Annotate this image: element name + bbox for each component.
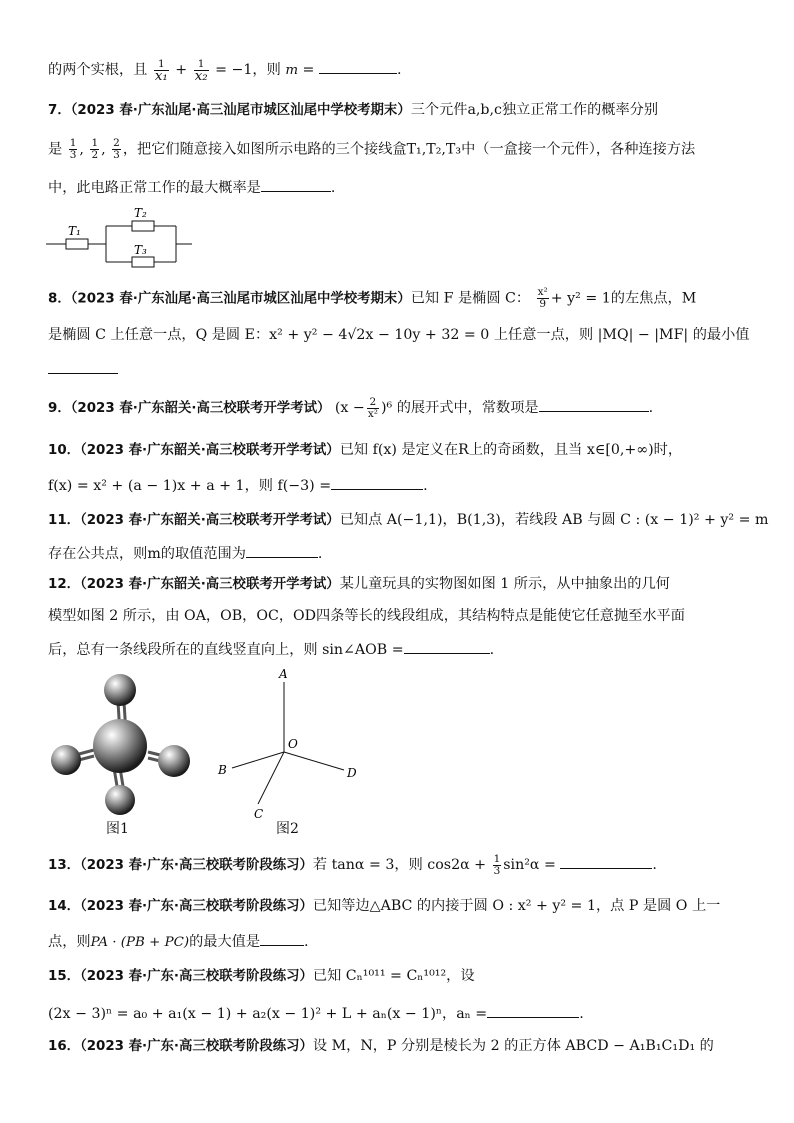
toy-ball-right [158, 745, 190, 777]
q8-line-2: 是椭圆 C 上任意一点，Q 是圆 E：x² + y² − 4√2x − 10y + 32 = 0 上任意一点，则 |MQ| − |MF| 的最小值 [48, 327, 750, 343]
question-source: （2023 春·广东汕尾·高三汕尾市城区汕尾中学校考期末） [70, 291, 411, 307]
q11-line-2: 存在公共点，则m的取值范围为 . [48, 542, 754, 564]
answer-blank [560, 853, 652, 869]
q7-line-3: 中，此电路正常工作的最大概率是 . [48, 176, 754, 198]
q6-tail-line: 的两个实根，且 $\frac{1}{\text{x₁}}$ + $\frac{1}{\text{x₂}}$ = −1，则 m = . [48, 57, 402, 84]
figure-1-toy [44, 672, 194, 818]
question-source: （2023 春·广东·高三校联考阶段练习） [80, 858, 313, 873]
question-source: （2023 春·广东韶关·高三校联考开学考试） [80, 577, 340, 592]
q13-frac: $\frac{1}{3}$ [493, 852, 501, 877]
q14-line-2: 点，则PA · (PB + PC)的最大值是 . [48, 930, 754, 953]
q12-line-1: 12．（2023 春·广东韶关·高三校联考开学考试）某儿童玩具的实物图如图 1 所示，从中抽象出的几何 [48, 576, 670, 592]
circuit-label-t3: T₃ [134, 243, 147, 257]
answer-blank [487, 1002, 579, 1018]
q9-frac: $\frac{2}{\text{x²}}$ [367, 395, 378, 420]
q7-line-1: 7．（2023 春·广东汕尾·高三汕尾市城区汕尾中学校考期末）三个元件a,b,c独立正常工作的概率分别 [48, 102, 659, 118]
q8-frac: $\frac{\text{x²}}{9}$ [537, 286, 548, 310]
question-source: （2023 春·广东韶关·高三校联考开学考试） [70, 401, 331, 416]
point-d-label: D [347, 766, 357, 780]
answer-blank [48, 358, 118, 374]
q9-line: 9．（2023 春·广东韶关·高三校联考开学考试） (x − $\frac{2}{\text{x²}}$ )⁶ 的展开式中，常数项是 . [48, 395, 654, 420]
point-b-label: B [218, 763, 227, 777]
question-source: （2023 春·广东汕尾·高三汕尾市城区汕尾中学校考期末） [70, 103, 411, 118]
question-number: 15． [48, 969, 81, 984]
question-number: 7． [48, 103, 71, 118]
point-a-label: A [279, 667, 288, 681]
answer-blank [319, 58, 397, 74]
figure-2-caption: 图2 [276, 821, 299, 837]
q13-line: 13．（2023 春·广东·高三校联考阶段练习）若 tanα = 3，则 cos2α + $\frac{1}{3}$ sin²α = . [48, 852, 657, 877]
toy-ball-bottom [105, 785, 135, 815]
question-number: 8． [48, 291, 71, 307]
answer-blank [331, 474, 423, 490]
point-c-label: C [254, 807, 264, 821]
q12-line-3: 后，总有一条线段所在的直线竖直向上，则 sin∠AOB = . [48, 638, 754, 660]
q15-line-2: (2x − 3)ⁿ = a₀ + a₁(x − 1) + a₂(x − 1)² + L + aₙ(x − 1)ⁿ，aₙ = . [48, 1002, 754, 1024]
answer-blank [261, 176, 331, 192]
answer-blank [260, 930, 304, 946]
question-number: 13． [48, 858, 81, 873]
q7-frac-2: $\frac{1}{2}$ [91, 137, 99, 161]
q7-line-2: 是 $\frac{1}{3}$ , $\frac{1}{2}$ , $\frac{2}{3}$ ，把它们随意接入如图所示电路的三个接线盒T₁,T₂,T₃中（一盒接一个元件），各种连接方法 [48, 137, 696, 161]
q8-line-3 [48, 358, 754, 380]
answer-blank [246, 542, 318, 558]
question-number: 9． [48, 401, 71, 416]
question-source: （2023 春·广东·高三校联考阶段练习） [80, 1039, 313, 1054]
question-number: 16． [48, 1039, 81, 1054]
answer-blank [404, 638, 490, 654]
circuit-diagram [46, 202, 196, 272]
q10-line-2: f(x) = x² + (a − 1)x + a + 1，则 f(−3) = . [48, 474, 754, 496]
answer-blank [539, 396, 649, 412]
toy-ball-left [51, 745, 81, 775]
question-number: 14． [48, 899, 81, 914]
question-number: 10． [48, 443, 81, 458]
q14-line-1: 14．（2023 春·广东·高三校联考阶段练习）已知等边△ABC 的内接于圆 O : x² + y² = 1，点 P 是圆 O 上一 [48, 898, 721, 914]
q12-line-2: 模型如图 2 所示，由 OA，OB，OC，OD四条等长的线段组成，其结构特点是能使它任意抛至水平面 [48, 608, 685, 624]
circuit-label-t2: T₂ [134, 206, 147, 220]
question-number: 11． [48, 513, 81, 528]
q6-frac-2: $\frac{1}{\text{x₂}}$ [194, 57, 208, 84]
vector-expression: PA · (PB + PC) [90, 935, 190, 950]
q11-line-1: 11．（2023 春·广东韶关·高三校联考开学考试）已知点 A(−1,1)，B(1,3)，若线段 AB 与圆 C : (x − 1)² + y² = m [48, 512, 769, 528]
question-source: （2023 春·广东韶关·高三校联考开学考试） [80, 513, 340, 528]
figure-2-model [210, 664, 370, 824]
circuit-label-t1: T₁ [68, 224, 81, 238]
toy-ball-top [104, 674, 136, 706]
question-source: （2023 春·广东韶关·高三校联考开学考试） [80, 443, 340, 458]
question-source: （2023 春·广东·高三校联考阶段练习） [80, 899, 313, 914]
q7-frac-3: $\frac{2}{3}$ [113, 137, 120, 161]
point-o-label: O [288, 737, 298, 751]
q6-frac-1: $\frac{1}{\text{x₁}}$ [154, 57, 168, 84]
figure-1-caption: 图1 [106, 821, 129, 837]
toy-ball-center [93, 719, 147, 773]
question-source: （2023 春·广东·高三校联考阶段练习） [80, 969, 313, 984]
q8-line-1: 8．（2023 春·广东汕尾·高三汕尾市城区汕尾中学校考期末）已知 F 是椭圆 C： $\frac{\text{x²}}{9}$ + y² = 1的左焦点，M [48, 286, 697, 310]
q16-line-1: 16．（2023 春·广东·高三校联考阶段练习）设 M，N，P 分别是棱长为 2 的正方体 ABCD − A₁B₁C₁D₁ 的 [48, 1038, 714, 1054]
question-number: 12． [48, 577, 81, 592]
q15-line-1: 15．（2023 春·广东·高三校联考阶段练习）已知 Cₙ¹⁰¹¹ = Cₙ¹⁰¹²，设 [48, 968, 475, 984]
q6-text: 的两个实根，且 [48, 62, 148, 78]
q10-line-1: 10．（2023 春·广东韶关·高三校联考开学考试）已知 f(x) 是定义在R上的奇函数，且当 x∈[0,+∞)时， [48, 442, 683, 458]
q7-frac-1: $\frac{1}{3}$ [69, 137, 77, 161]
